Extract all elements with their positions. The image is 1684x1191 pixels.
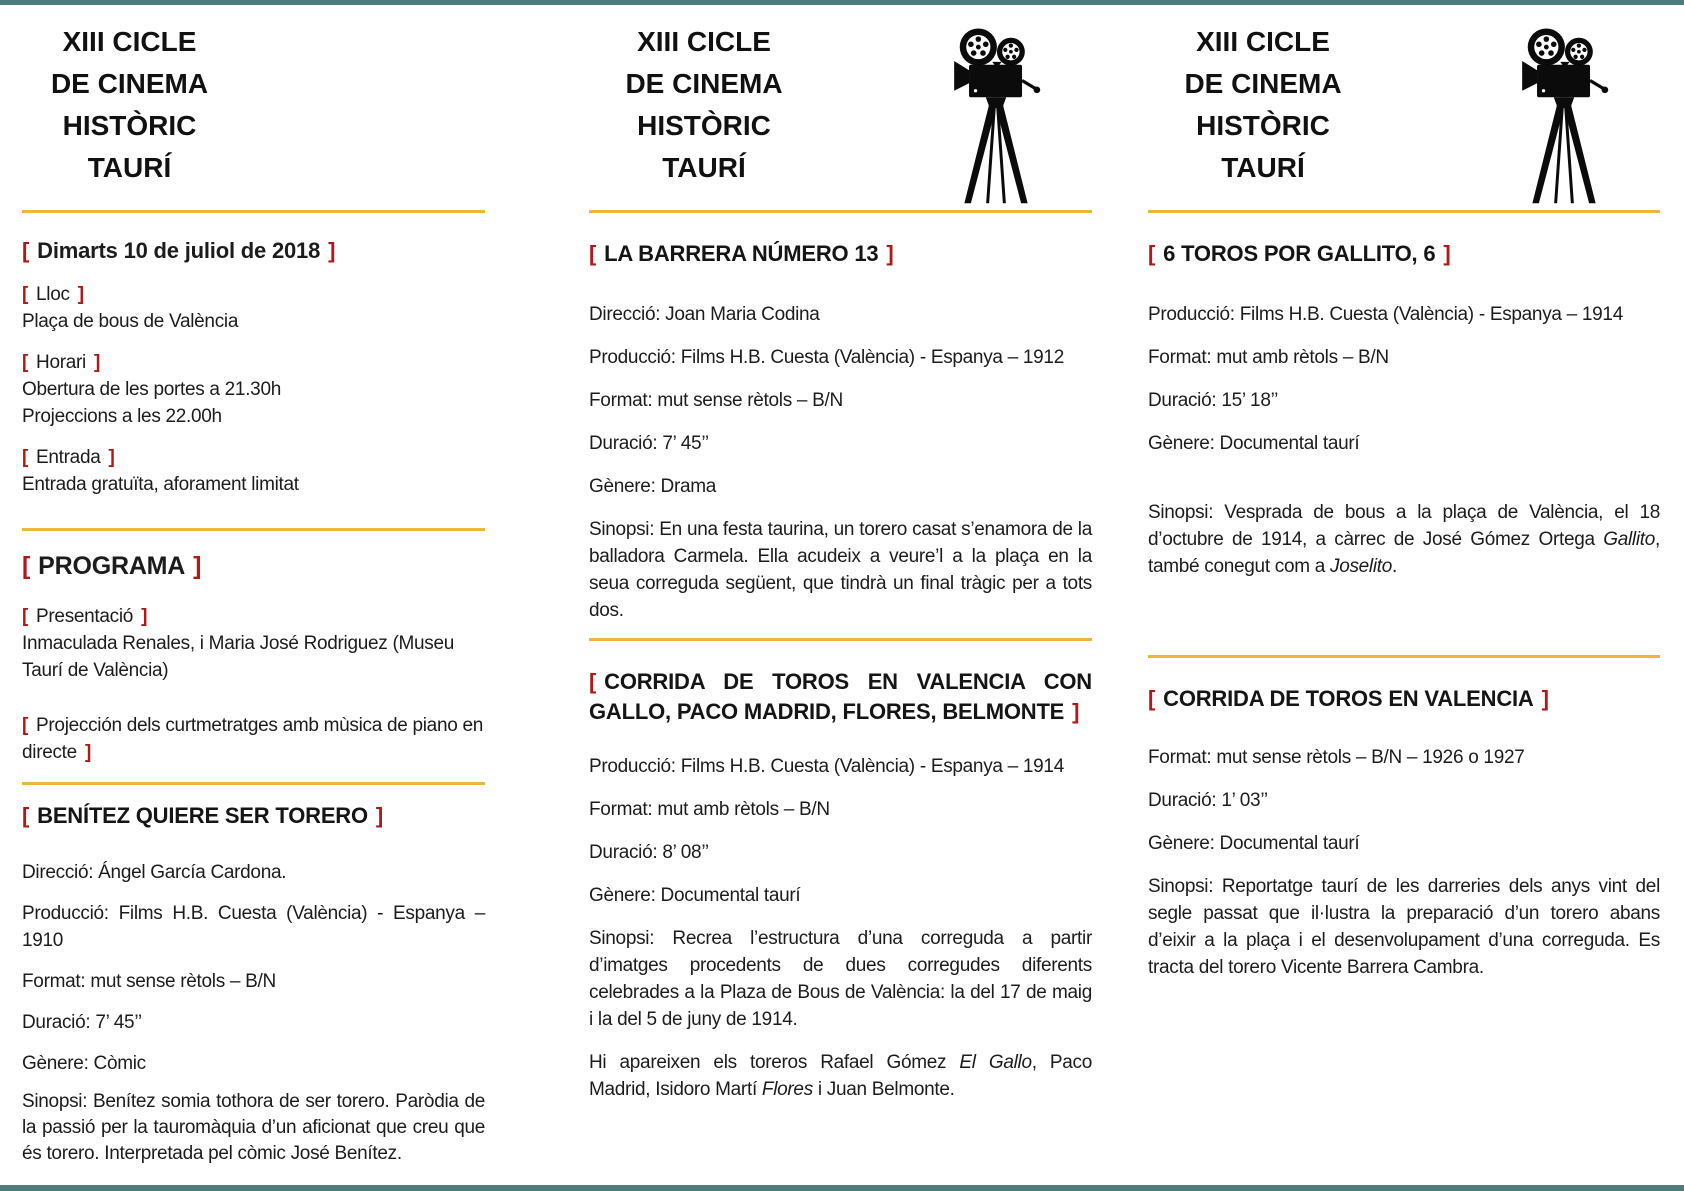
masthead-right	[1148, 5, 1660, 210]
brochure-title-line: TAURÍ	[87, 152, 172, 183]
bracket-close: ]	[141, 606, 148, 627]
brochure-title	[1148, 21, 1378, 210]
bracket-close: ]	[328, 238, 336, 263]
bracket-close: ]	[375, 803, 384, 828]
film-title: [ CORRIDA DE TOROS EN VALENCIA ]	[1148, 686, 1549, 711]
venue-value: Plaça de bous de València	[22, 311, 239, 332]
film-duration: Duració: 7’ 45’’	[22, 1012, 142, 1033]
bracket-open: [	[22, 238, 30, 263]
film-format: Format: mut sense rètols – B/N – 1926 o 1927	[1148, 747, 1525, 768]
brochure-title-line: DE CINEMA	[625, 68, 783, 99]
movie-camera-icon	[1514, 21, 1614, 207]
bracket-open: [	[22, 715, 29, 736]
program-heading: [ PROGRAMA ]	[22, 552, 202, 580]
bracket-open: [	[1148, 686, 1156, 711]
film-cast-note: Hi apareixen els toreros Rafael Gómez El Gallo, Paco Madrid, Isidoro Martí Flores i Juan Belmonte.	[589, 1052, 1092, 1100]
film-director: Direcció: Joan Maria Codina	[589, 304, 820, 325]
bracket-close: ]	[84, 742, 91, 763]
panel-center	[589, 5, 1092, 1185]
film-format: Format: mut amb rètols – B/N	[589, 799, 830, 820]
bracket-close: ]	[886, 241, 894, 266]
torero-nickname: Gallito	[1603, 529, 1656, 550]
bracket-close: ]	[93, 352, 100, 373]
bracket-open: [	[22, 606, 29, 627]
film-production: Producció: Films H.B. Cuesta (València) - Espanya – 1914	[589, 756, 1064, 777]
schedule-doors: Obertura de les portes a 21.30h	[22, 379, 281, 400]
masthead-left	[22, 5, 485, 210]
film-production: Producció: Films H.B. Cuesta (València) - Espanya – 1914	[1148, 304, 1623, 325]
section-divider	[1148, 655, 1660, 658]
film-title: [ LA BARRERA NÚMERO 13 ]	[589, 241, 894, 266]
section-divider	[589, 638, 1092, 641]
film-synopsis: Sinopsi: En una festa taurina, un torero casat s’enamora de la balladora Carmela. Ella acudeix a veure’l a la plaça en la seua correguda següent, que tindrà un final tràgic per a tots dos.	[589, 519, 1092, 621]
presentation-value: Inmaculada Renales, i Maria José Rodriguez (Museu Taurí de València)	[22, 633, 455, 681]
torero-nickname: Flores	[761, 1079, 813, 1100]
film-genre: Gènere: Documental taurí	[589, 885, 801, 906]
bracket-open: [	[22, 447, 29, 468]
film-duration: Duració: 7’ 45’’	[589, 433, 709, 454]
bracket-close: ]	[193, 552, 202, 580]
bracket-open: [	[1148, 241, 1156, 266]
torero-nickname: Joselito	[1330, 556, 1393, 577]
film-synopsis: Sinopsi: Vesprada de bous a la plaça de València, el 18 d’octubre de 1914, a càrrec de José Gómez Ortega Gallito, també conegut com a Joselito.	[1148, 502, 1660, 577]
film-production: Producció: Films H.B. Cuesta (València) - Espanya – 1910	[22, 903, 485, 951]
brochure-title-line: HISTÒRIC	[1196, 110, 1330, 141]
bracket-open: [	[589, 669, 597, 694]
presentation-label: [ Presentació ]	[22, 606, 148, 627]
section-divider	[22, 210, 485, 213]
film-director: Direcció: Ángel García Cardona.	[22, 862, 287, 883]
film-title: [ BENÍTEZ QUIERE SER TORERO ]	[22, 803, 384, 828]
piano-note: [ Projección dels curtmetratges amb mùsica de piano en directe ]	[22, 715, 484, 763]
panel-left	[22, 5, 485, 1185]
film-synopsis: Sinopsi: Recrea l’estructura d’una correguda a partir d’imatges procedents de dues corregudes diferents celebrades a la Plaza de Bous de València: la del 17 de maig i la del 5 de juny de 1914.	[589, 928, 1092, 1030]
film-synopsis: Sinopsi: Benítez somia tothora de ser torero. Paròdia de la passió per la tauromàquia d’un aficionat que creu que és torero. Interpretada pel còmic José Benítez.	[22, 1091, 485, 1164]
brochure-title-line: HISTÒRIC	[637, 110, 771, 141]
brochure-title-line: XIII CICLE	[62, 26, 197, 57]
schedule-label: [ Horari ]	[22, 352, 100, 373]
film-format: Format: mut amb rètols – B/N	[1148, 347, 1389, 368]
film-genre: Gènere: Còmic	[22, 1053, 146, 1074]
film-synopsis: Sinopsi: Reportatge taurí de les darreries dels anys vint del segle passat que il·lustra la preparació d’un torero abans d’eixir a la plaça i el desenvolupament d’una correguda. Es tracta del torero Vicente Barrera Cambra.	[1148, 876, 1660, 978]
panel-right	[1148, 5, 1660, 1185]
section-divider	[22, 782, 485, 785]
brochure-title-line: XIII CICLE	[637, 26, 771, 57]
film-genre: Gènere: Drama	[589, 476, 717, 497]
bracket-close: ]	[108, 447, 115, 468]
bracket-open: [	[589, 241, 597, 266]
film-genre: Gènere: Documental taurí	[1148, 433, 1360, 454]
torero-nickname: El Gallo	[959, 1052, 1032, 1073]
brochure-title-line: HISTÒRIC	[62, 110, 197, 141]
date-heading: [ Dimarts 10 de juliol de 2018 ]	[22, 238, 336, 263]
brochure-title-line: DE CINEMA	[50, 68, 209, 99]
film-title: [ CORRIDA DE TOROS EN VALENCIA CON GALLO, PACO MADRID, FLORES, BELMONTE ]	[589, 669, 1092, 724]
admission-value: Entrada gratuïta, aforament limitat	[22, 474, 299, 495]
bracket-open: [	[22, 552, 31, 580]
brochure-title	[589, 21, 819, 210]
brochure-title-line: DE CINEMA	[1184, 68, 1342, 99]
bracket-close: ]	[1072, 699, 1080, 724]
movie-camera-icon	[946, 21, 1046, 207]
film-title: [ 6 TOROS POR GALLITO, 6 ]	[1148, 241, 1451, 266]
bracket-close: ]	[1541, 686, 1549, 711]
venue-label: [ Lloc ]	[22, 284, 84, 305]
bracket-open: [	[22, 352, 29, 373]
film-format: Format: mut sense rètols – B/N	[589, 390, 843, 411]
admission-label: [ Entrada ]	[22, 447, 115, 468]
section-divider	[1148, 210, 1660, 213]
bracket-close: ]	[1443, 241, 1451, 266]
film-duration: Duració: 8’ 08’’	[589, 842, 709, 863]
bracket-open: [	[22, 803, 30, 828]
brochure-title	[22, 21, 237, 210]
section-divider	[22, 528, 485, 531]
film-duration: Duració: 1’ 03’’	[1148, 790, 1268, 811]
film-format: Format: mut sense rètols – B/N	[22, 971, 276, 992]
masthead-center	[589, 5, 1092, 210]
brochure-title-line: XIII CICLE	[1196, 26, 1330, 57]
section-divider	[589, 210, 1092, 213]
brochure-title-line: TAURÍ	[1221, 152, 1305, 183]
film-duration: Duració: 15’ 18’’	[1148, 390, 1279, 411]
film-genre: Gènere: Documental taurí	[1148, 833, 1360, 854]
film-production: Producció: Films H.B. Cuesta (València) - Espanya – 1912	[589, 347, 1064, 368]
schedule-screenings: Projeccions a les 22.00h	[22, 406, 222, 427]
bracket-close: ]	[77, 284, 84, 305]
brochure-title-line: TAURÍ	[662, 152, 746, 183]
bracket-open: [	[22, 284, 29, 305]
